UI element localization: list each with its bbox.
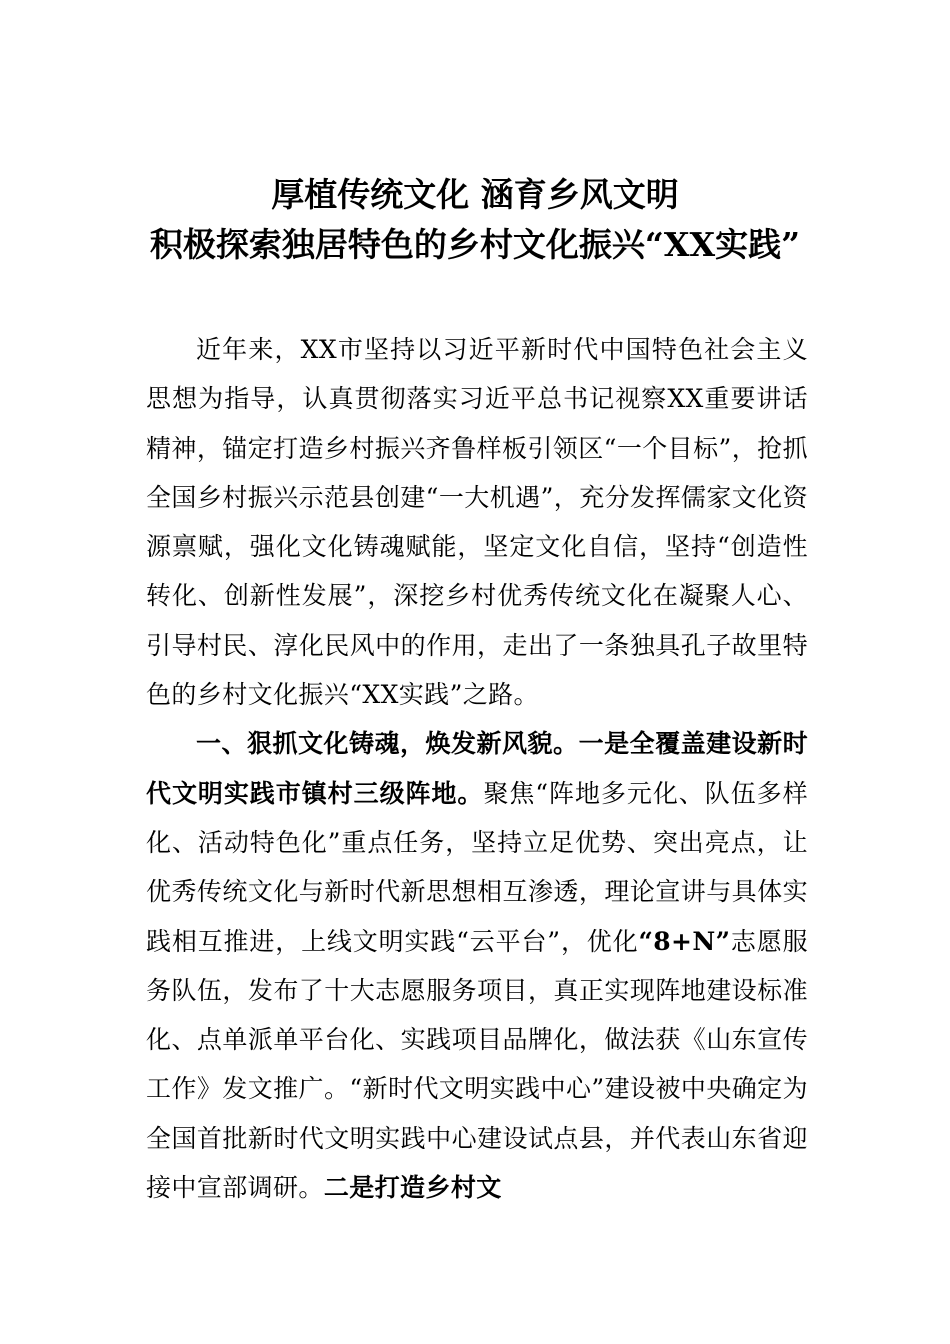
point-1-text-b: 志愿服务队伍，发布了十大志愿服务项目，真正实现阵地建设标准化、点单派单平台化、实践项目品牌化，做法获《山东宣传工作》发文推广。“新时代文明实践中心”建设被中央确定为全国首批新时代文明实践中心建设试点县，并代表山东省迎接中宣部调研。 [146,926,808,1203]
title-line-2: 积极探索独居特色的乡村文化振兴“XX实践” [149,225,801,264]
paragraph-section-1 [146,719,808,1212]
point-2-lead: 二是打造乡村文 [323,1173,502,1203]
section-1-heading: 一、狠抓文化铸魂，焕发新风貌。 [196,729,579,759]
point-1-bold-term: “8+N” [638,926,731,956]
document-body [146,325,808,1212]
document-title [0,170,950,270]
title-line-1: 厚植传统文化 涵育乡风文明 [271,175,679,214]
paragraph-intro: 近年来，XX市坚持以习近平新时代中国特色社会主义思想为指导，认真贯彻落实习近平总书记视察XX重要讲话精神，锚定打造乡村振兴齐鲁样板引领区“一个目标”，抢抓全国乡村振兴示范县创建“一大机遇”，充分发挥儒家文化资源禀赋，强化文化铸魂赋能，坚定文化自信，坚持“创造性转化、创新性发展”，深挖乡村优秀传统文化在凝聚人心、引导村民、淳化民风中的作用，走出了一条独具孔子故里特色的乡村文化振兴“XX实践”之路。 [146,335,808,710]
point-1-text-a: 聚焦“阵地多元化、队伍多样化、活动特色化”重点任务，坚持立足优势、突出亮点，让优秀传统文化与新时代新思想相互渗透，理论宣讲与具体实践相互推进，上线文明实践“云平台”，优化 [146,778,809,956]
point-1-lead: 一是全覆盖建设新时代文明实践市镇村三级阵地。 [146,729,808,808]
